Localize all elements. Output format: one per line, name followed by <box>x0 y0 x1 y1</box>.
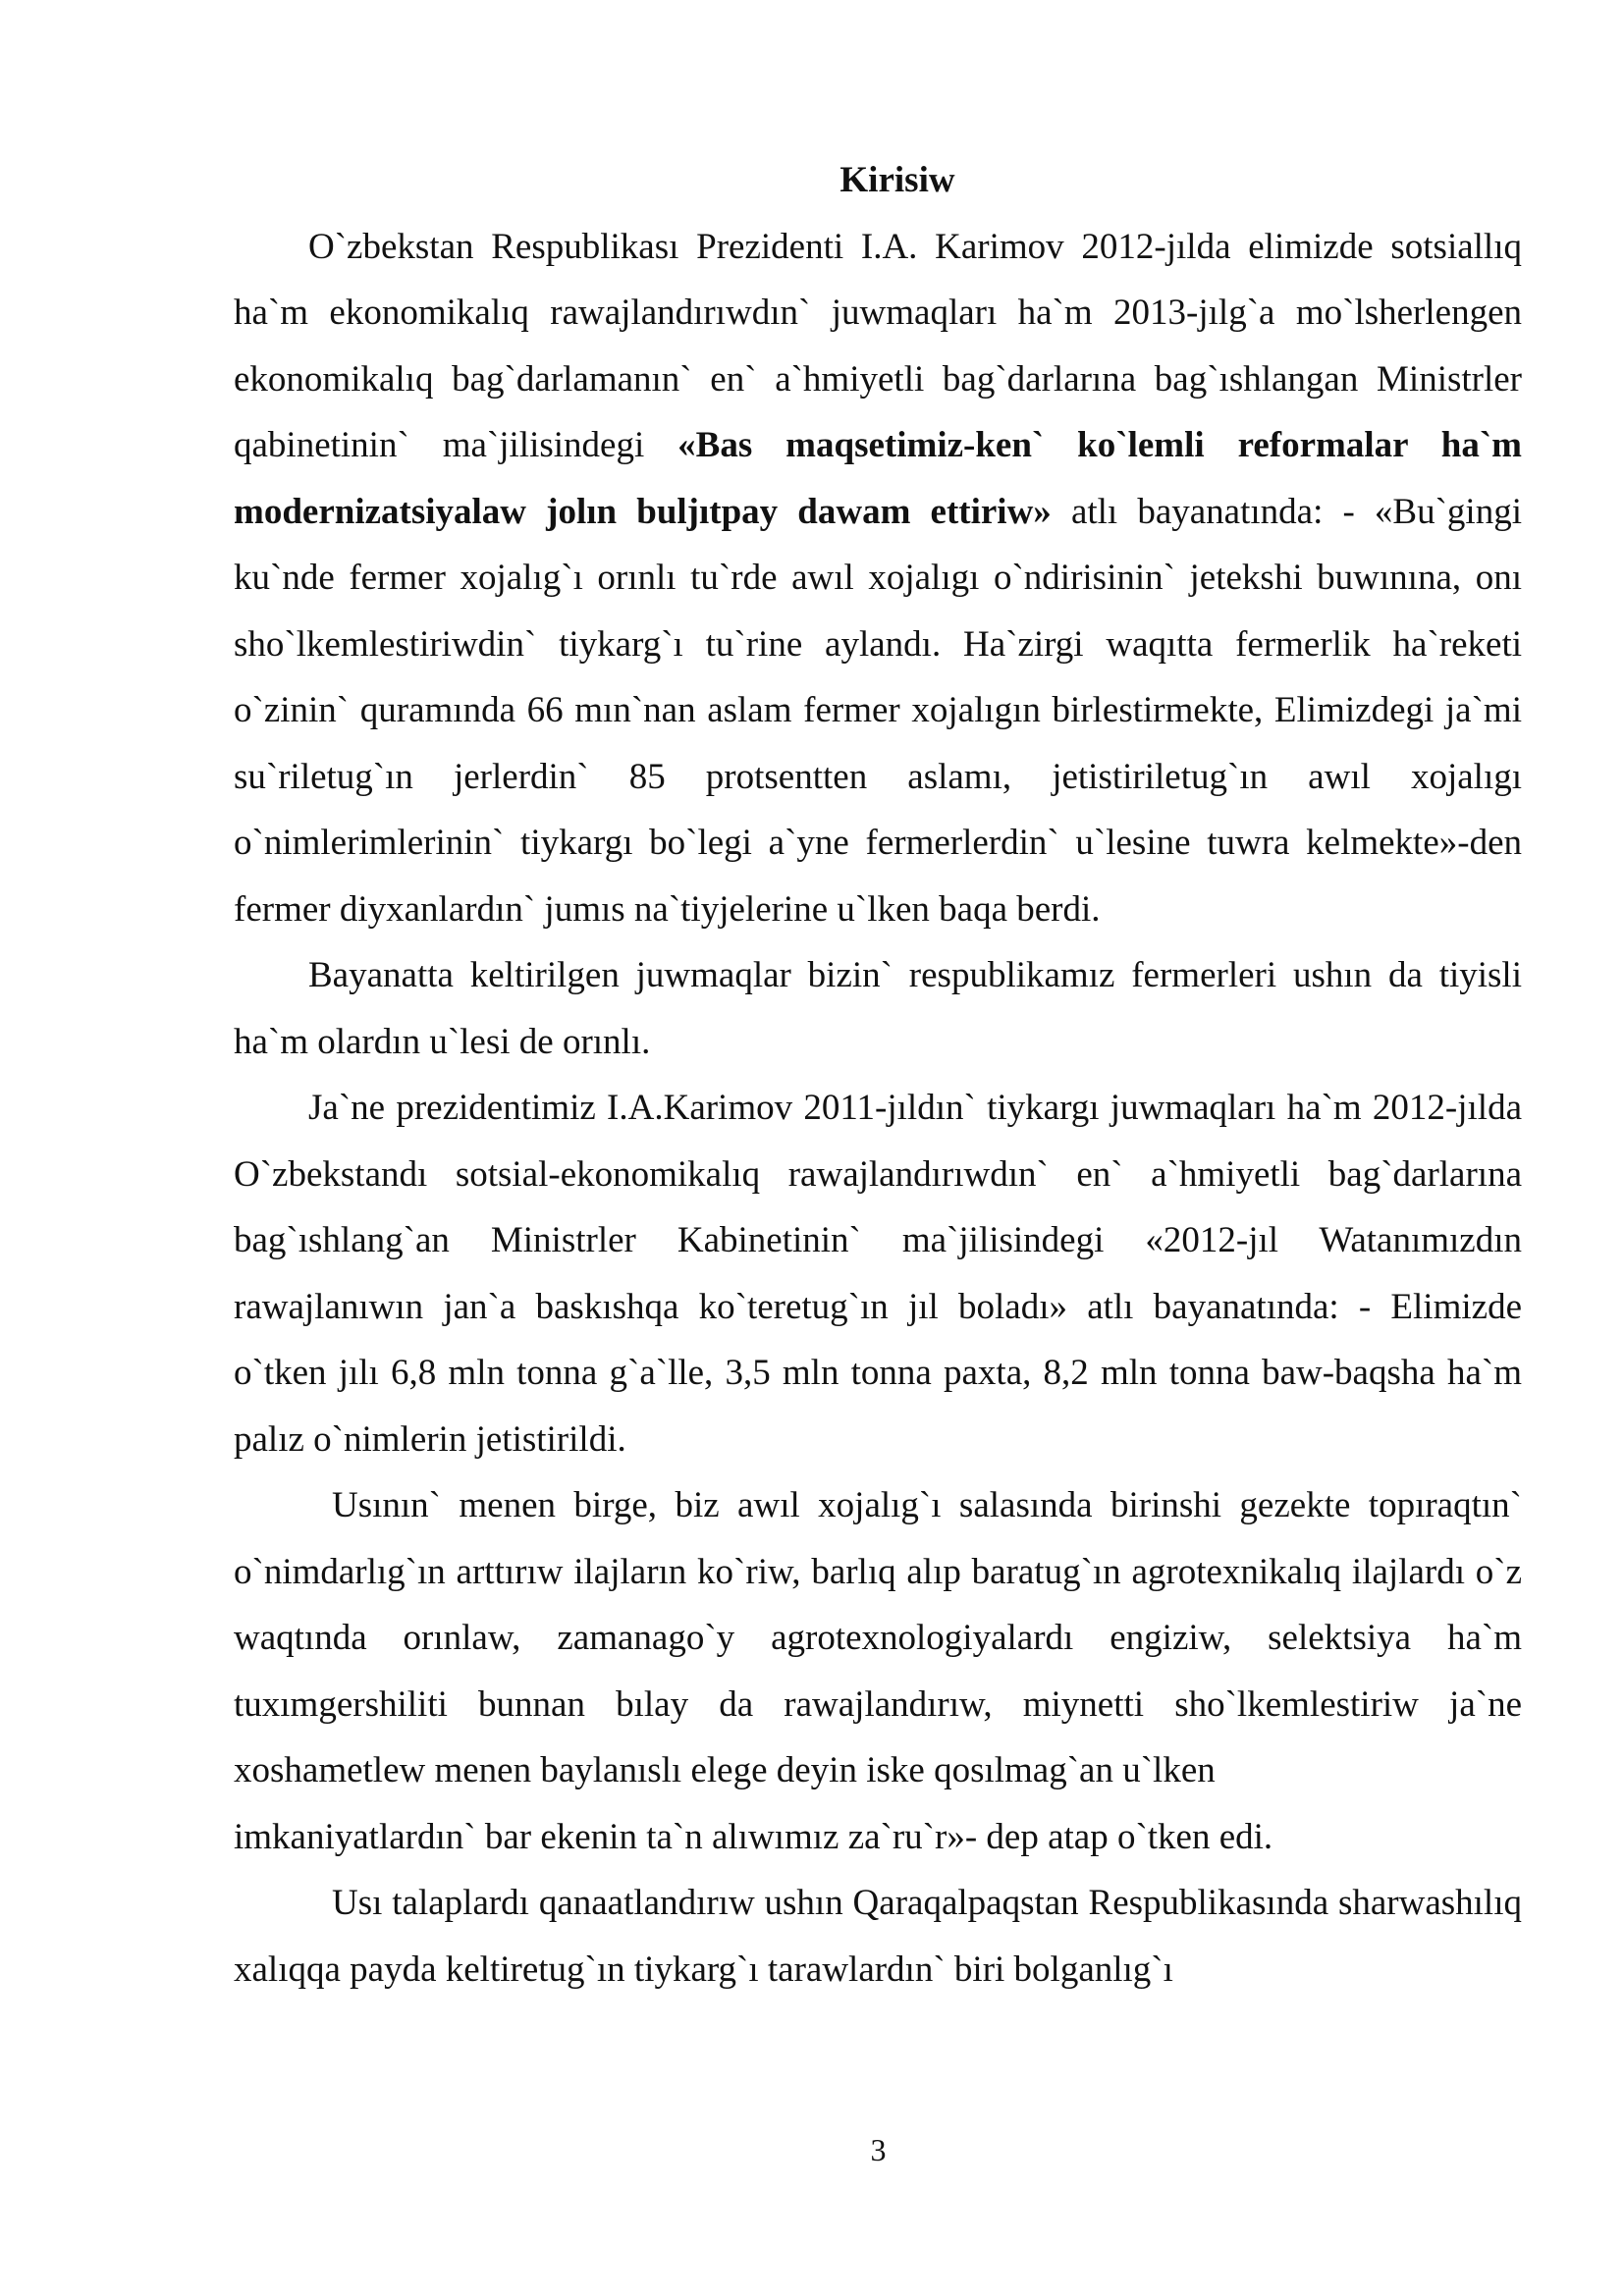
document-title: Kirisiw <box>839 160 955 200</box>
paragraph-1-bold-quote: «Bas maqsetimiz-ken` ko`lemli reformalar ha`m modernizatsiyalaw jolın buljıtpay dawam ettiriw» <box>234 425 1522 532</box>
paragraph-2: Bayanatta keltirilgen juwmaqlar bizin` respublikamız fermerleri ushın da tiyisli ha`m olardın u`lesi de orınlı. <box>234 955 1522 1062</box>
paragraph-1-text-a: O`zbekstan Respublikası Prezidenti I.A. Karimov 2012-jılda elimizde sotsiallıq ha`m ekonomikalıq rawajlandırıwdın` juwmaqları ha`m 2013-jılg`a mo`lsherlengen ekonomikalıq bag`darlamanın` en` a`hmiyetli bag`darlarına bag`ıshlangan Ministrler qabinetinin` ma`jilisindegi <box>234 226 1522 465</box>
paragraph-1-text-b: atlı bayanatında: - «Bu`gingi ku`nde fermer xojalıg`ı orınlı tu`rde awıl xojalıgı o`ndirisinin` jetekshi buwınına, onı sho`lkemlestiriwdin` tiykarg`ı tu`rine aylandı. Ha`zirgi waqıtta fermerlik ha`reketi o`zinin` quramında 66 mın`nan aslam fermer xojalıgın birlestirmekte, Elimizdegi ja`mi su`riletug`ın jerlerdin` 85 protsentten aslamı, jetistiriletug`ın awıl xojalıgı o`nimlerimlerinin` tiykargı bo`legi a`yne fermerlerdin` u`lesine tuwra kelmekte»-den fermer diyxanlardın` jumıs na`tiyjelerine u`lken baqa berdi. <box>234 491 1522 930</box>
paragraph-3: Ja`ne prezidentimiz I.A.Karimov 2011-jıldın` tiykargı juwmaqları ha`m 2012-jılda O`zbekstandı sotsial-ekonomikalıq rawajlandırıwdın` en` a`hmiyetli bag`darlarına bag`ıshlang`an Ministrler Kabinetinin` ma`jilisindegi «2012-jıl Watanımızdın rawajlanıwın jan`a baskıshqa ko`teretug`ın jıl boladı» atlı bayanatında: - Elimizde o`tken jılı 6,8 mln tonna g`a`lle, 3,5 mln tonna paxta, 8,2 mln tonna baw-baqsha ha`m palız o`nimlerin jetistirildi. <box>234 1088 1522 1460</box>
page-number: 3 <box>870 2132 887 2167</box>
paragraph-1 <box>234 214 1522 943</box>
paragraph-5: imkaniyatlardın` bar ekenin ta`n alıwımız za`ru`r»- dep atap o`tken edi. <box>234 1816 1273 1857</box>
paragraph-6: Usı talaplardı qanaatlandırıw ushın Qaraqalpaqstan Respublikasında sharwashılıq xalıqqa payda keltiretug`ın tiykarg`ı tarawlardın` biri bolganlıg`ı <box>234 1883 1522 1990</box>
document-page <box>234 147 1522 2002</box>
paragraph-4: Usının` menen birge, biz awıl xojalıg`ı salasında birinshi gezekte topıraqtın` o`nimdarlıg`ın arttırıw ilajların ko`riw, barlıq alıp baratug`ın agrotexnikalıq ilajlardı o`z waqtında orınlaw, zamanago`y agrotexnologiyalardı engiziw, selektsiya ha`m tuxımgershiliti bunnan bılay da rawajlandırıw, miynetti sho`lkemlestiriw ja`ne xoshametlew menen baylanıslı elege deyin iske qosılmag`an u`lken <box>234 1485 1522 1790</box>
